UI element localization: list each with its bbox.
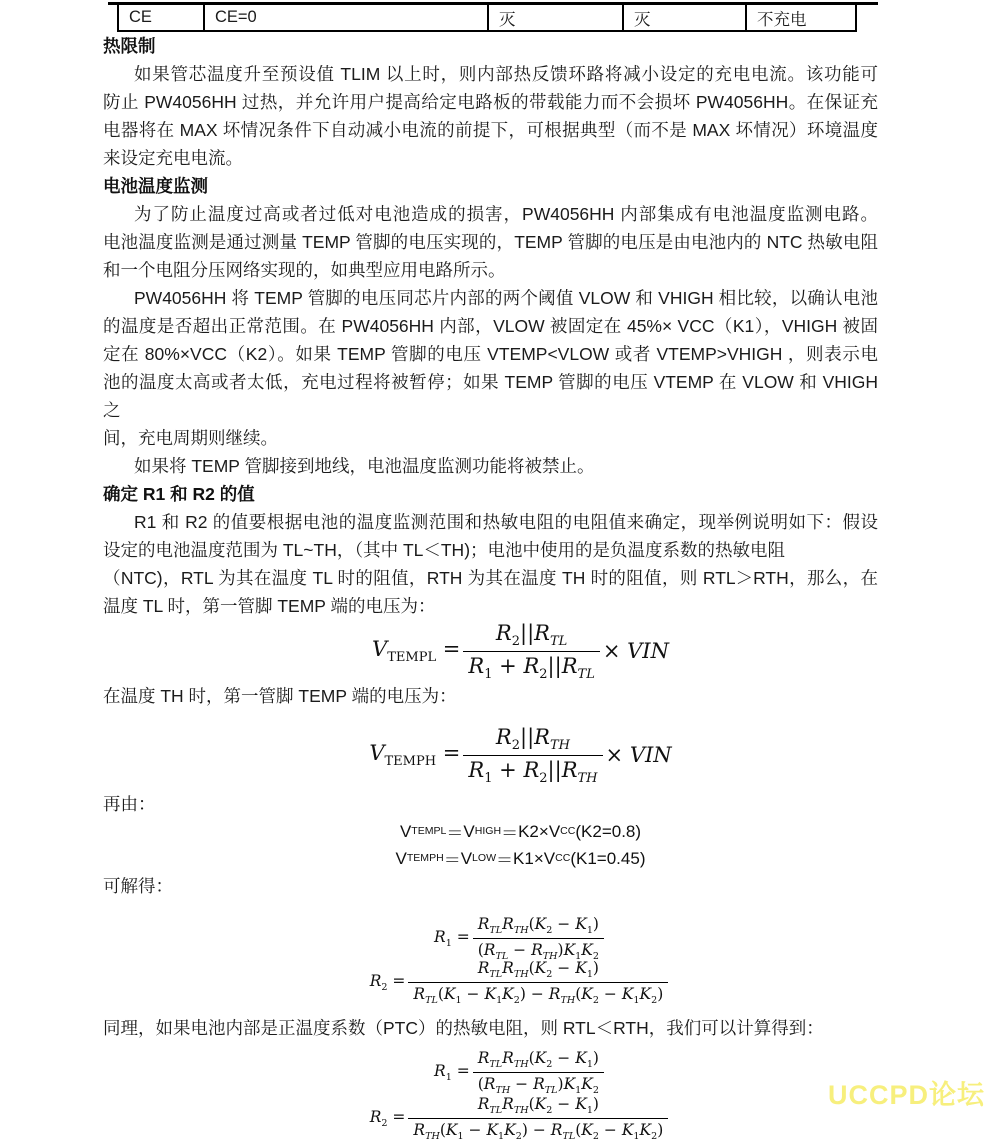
text-line: 可解得： — [103, 876, 173, 896]
formula-r2-ptc: $R_2$ = $\frac{R_{TL}R_{TH}(K_2 - K_1)}{R_{TH}(K_1 - K_1K_2) - R_{TL}(K_2 - K_1K_2)}$ — [103, 1096, 878, 1140]
text-line: 间，充电周期则继续。 — [103, 428, 278, 448]
text-line: 定在 80%×VCC（K2）。如果 TEMP 管脚的电压 VTEMP<VLOW 或者 VTEMP>VHIGH ，则表示电 — [103, 344, 878, 364]
equation-vtemph-vlow: V TEMPH ＝ V LOW ＝ K1 × V CC (K1=0.45) — [395, 848, 646, 870]
text-line: 设定的电池温度范围为 TL~TH，（其中 TL＜TH)；电池中使用的是负温度系数的热敏电阻 — [103, 540, 786, 560]
section-heading-thermal-limit: 热限制 — [103, 36, 156, 56]
text-line: R1 和 R2 的值要根据电池的温度监测范围和热敏电阻的电阻值来确定，现举例说明如下：假设 — [134, 512, 878, 532]
cell-pin: CE — [118, 5, 204, 31]
status-table — [0, 0, 991, 32]
text-line: 和一个电阻分压网络实现的，如典型应用电路所示。 — [103, 260, 506, 280]
watermark-uccpd: UCCPD论坛 — [827, 1080, 985, 1110]
equation-vtempl-vhigh: V TEMPL ＝ V HIGH ＝ K2 × V CC (K2=0.8) — [399, 821, 642, 843]
text-line: 如果管芯温度升至预设值 TLIM 以上时，则内部热反馈环路将减小设定的充电电流。该功能可 — [134, 64, 878, 84]
cell-charge-state: 不充电 — [746, 5, 856, 31]
table-row — [118, 5, 856, 31]
formula-vtemph: $V_{TEMPH}$ = $\frac{R_2||R_{TH}}{R_1 + R_2||R_{TH}}$ × VIN — [369, 725, 672, 786]
text-line: 再由： — [103, 794, 156, 814]
text-line: 防止 PW4056HH 过热，并允许用户提高给定电路板的带载能力而不会损坏 PW4056HH。在保证充 — [103, 92, 878, 112]
text-line: 池的温度太高或者太低，充电过程将被暂停；如果 TEMP 管脚的电压 VTEMP 在 VLOW 和 VHIGH 之 — [103, 372, 878, 420]
text-line: 的温度是否超出正常范围。在 PW4056HH 内部，VLOW 被固定在 45%× VCC（K1），VHIGH 被固 — [103, 316, 878, 336]
cell-led2: 灭 — [623, 5, 746, 31]
document-body — [0, 32, 878, 1140]
formula-r1-ntc: $R_1$ = $\frac{R_{TL}R_{TH}(K_2 - K_1)}{(R_{TL} - R_{TH})K_1K_2}$ — [103, 916, 878, 960]
formula-r1-ptc: $R_1$ = $\frac{R_{TL}R_{TH}(K_2 - K_1)}{(R_{TH} - R_{TL})K_1K_2}$ — [103, 1050, 878, 1094]
text-line: （NTC)，RTL 为其在温度 TL 时的阻值，RTH 为其在温度 TH 时的阻值，则 RTL＞RTH，那么，在 — [103, 568, 878, 588]
text-line: 在温度 TH 时，第一管脚 TEMP 端的电压为： — [103, 686, 457, 706]
text-line: 为了防止温度过高或者过低对电池造成的损害，PW4056HH 内部集成有电池温度监测电路。 — [134, 204, 878, 224]
text-line: 如果将 TEMP 管脚接到地线，电池温度监测功能将被禁止。 — [134, 456, 595, 476]
formula-r2-ntc: $R_2$ = $\frac{R_{TL}R_{TH}(K_2 - K_1)}{R_{TL}(K_1 - K_1K_2) - R_{TH}(K_2 - K_1K_2)}$ — [103, 960, 878, 1004]
text-line: 来设定充电电流。 — [103, 148, 243, 168]
cell-condition: CE=0 — [204, 5, 488, 31]
text-line: 同理，如果电池内部是正温度系数（PTC）的热敏电阻，则 RTL＜RTH，我们可以计算得到： — [103, 1018, 824, 1038]
text-line: 电池温度监测是通过测量 TEMP 管脚的电压实现的，TEMP 管脚的电压是由电池内的 NTC 热敏电阻 — [103, 232, 878, 252]
cell-led1: 灭 — [488, 5, 623, 31]
text-line: 电器将在 MAX 坏情况条件下自动减小电流的前提下，可根据典型（而不是 MAX 坏情况）环境温度 — [103, 120, 878, 140]
section-heading-r1-r2: 确定 R1 和 R2 的值 — [103, 484, 255, 504]
section-heading-battery-temp-monitor: 电池温度监测 — [103, 176, 208, 196]
text-line: 温度 TL 时，第一管脚 TEMP 端的电压为： — [103, 596, 436, 616]
text-line: PW4056HH 将 TEMP 管脚的电压同芯片内部的两个阈值 VLOW 和 VHIGH 相比较，以确认电池 — [134, 288, 878, 308]
formula-vtempl: $V_{TEMPL}$ = $\frac{R_2||R_{TL}}{R_1 + R_2||R_{TL}}$ × VIN — [372, 621, 669, 682]
table-top-border — [108, 2, 878, 5]
